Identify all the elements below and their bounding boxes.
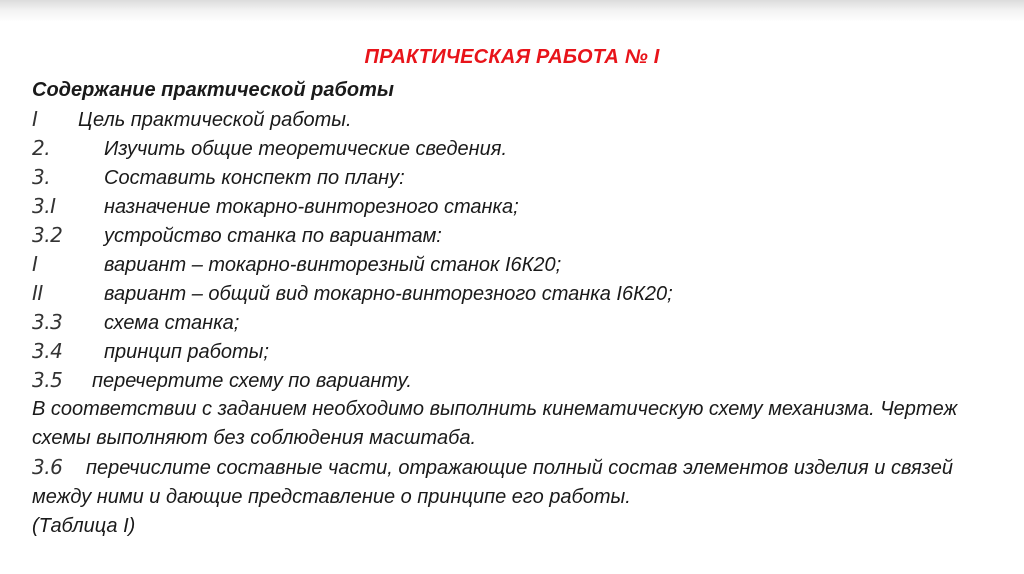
item-text: перечислите составные части, отражающие полный состав элементов изделия и связей между ними и дающие представление о принципе его работы. xyxy=(32,457,953,508)
item-number: 3.3 xyxy=(32,310,63,334)
list-item xyxy=(32,250,1002,279)
item-number: I xyxy=(32,107,38,131)
item-text: перечертите схему по варианту. xyxy=(92,370,412,392)
item-text: схема станка; xyxy=(104,312,240,334)
item-text: принцип работы; xyxy=(104,341,269,363)
list-item xyxy=(32,105,1002,134)
paragraph-text: В соответствии с заданием необходимо выполнить кинематическую схему механизма. Чертеж схемы выполняют без соблюдения масштаба. xyxy=(32,398,958,449)
item-text: вариант – токарно-винторезный станок I6К20; xyxy=(104,254,562,276)
item-number: 3.6 xyxy=(32,455,63,479)
item-text: назначение токарно-винторезного станка; xyxy=(104,196,519,218)
item-number: 2. xyxy=(32,136,51,160)
item-text: Цель практической работы. xyxy=(78,109,352,131)
list-item xyxy=(32,192,1002,221)
slide-content xyxy=(32,76,1002,541)
list-item xyxy=(32,453,1002,512)
item-number: 3.5 xyxy=(32,368,63,392)
list-item xyxy=(32,221,1002,250)
top-shadow-band xyxy=(0,0,1024,22)
slide-title: ПРАКТИЧЕСКАЯ РАБОТА № I xyxy=(364,46,660,68)
item-text: устройство станка по вариантам: xyxy=(104,225,442,247)
item-text: Составить конспект по плану: xyxy=(104,167,405,189)
list-item xyxy=(32,308,1002,337)
item-text: Изучить общие теоретические сведения. xyxy=(104,138,507,160)
item-number: II xyxy=(32,281,43,305)
item-number: I xyxy=(32,252,38,276)
list-item xyxy=(32,134,1002,163)
item-number: 3.I xyxy=(32,194,56,218)
item-number: 3.4 xyxy=(32,339,63,363)
list-item xyxy=(32,366,1002,395)
list-item xyxy=(32,163,1002,192)
item-text: вариант – общий вид токарно-винторезного станка I6К20; xyxy=(104,283,673,305)
table-reference: (Таблица I) xyxy=(32,515,136,537)
item-number: 3. xyxy=(32,165,51,189)
item-number: 3.2 xyxy=(32,223,63,247)
list-item xyxy=(32,337,1002,366)
content-heading: Содержание практической работы xyxy=(32,79,394,101)
list-item xyxy=(32,279,1002,308)
